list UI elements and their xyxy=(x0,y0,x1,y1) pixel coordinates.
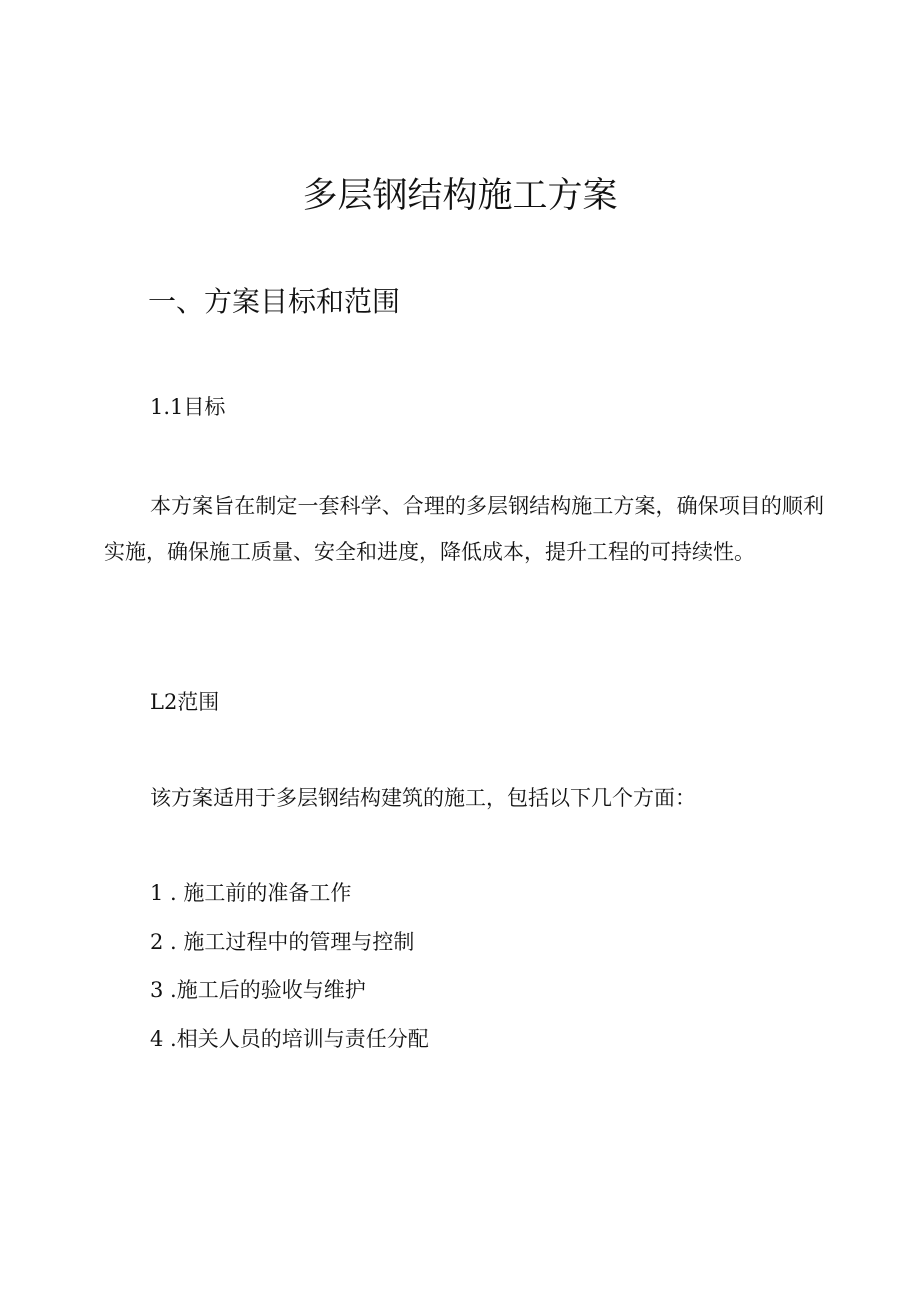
goal-paragraph: 本方案旨在制定一套科学、合理的多层钢结构施工方案，确保项目的顺利实施，确保施工质量、安全和进度，降低成本，提升工程的可持续性。 xyxy=(104,494,824,564)
goal-heading: 1.1目标 xyxy=(150,395,226,419)
list-item: 2 . 施工过程中的管理与控制 xyxy=(150,929,415,954)
scope-heading: L2范围 xyxy=(150,690,220,714)
list-item: 3 .施工后的验收与维护 xyxy=(150,978,366,1002)
document-title: 多层钢结构施工方案 xyxy=(302,176,618,216)
scope-list xyxy=(150,878,429,1072)
scope-intro: 该方案适用于多层钢结构建筑的施工，包括以下几个方面： xyxy=(150,786,696,810)
list-item: 4 .相关人员的培训与责任分配 xyxy=(150,1026,429,1051)
list-item: 1 . 施工前的准备工作 xyxy=(150,881,352,905)
section-heading: 一、方案目标和范围 xyxy=(148,285,401,318)
